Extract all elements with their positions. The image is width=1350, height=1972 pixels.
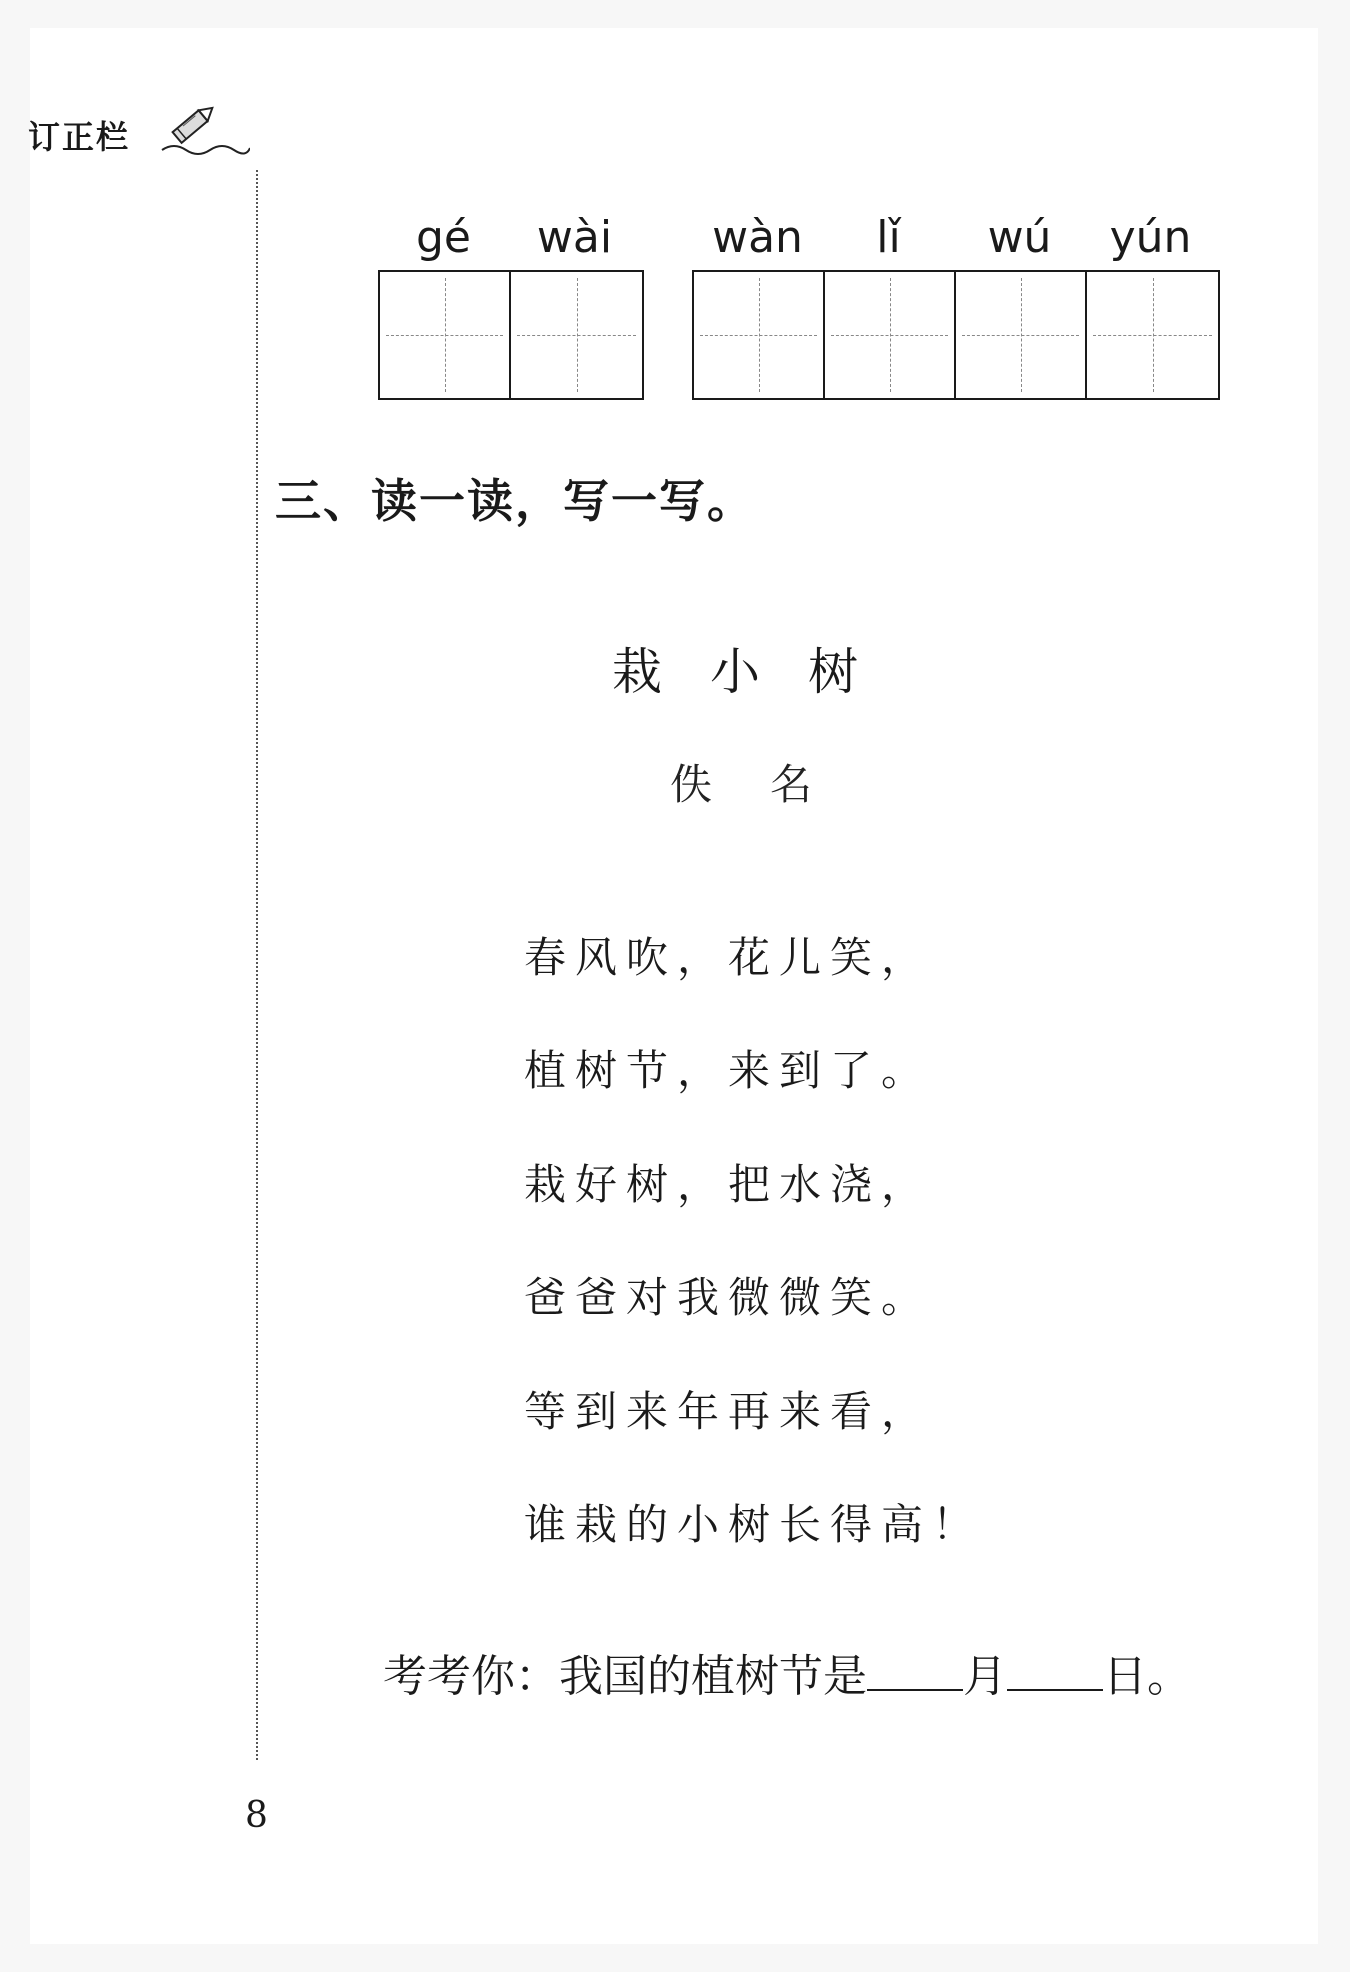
month-blank[interactable] [867, 1653, 963, 1691]
section-three-heading: 三、读一读，写一写。 [275, 474, 755, 528]
pinyin-yun: yún [1109, 212, 1192, 263]
writing-cell-wai[interactable] [511, 272, 642, 398]
poem-line-5: 等到来年再来看， [524, 1387, 933, 1436]
month-label: 月 [963, 1651, 1007, 1702]
writing-box-group-1 [378, 270, 644, 400]
poem-line-2: 植树节，来到了。 [524, 1046, 933, 1095]
poem-title: 栽小树 [612, 643, 906, 701]
writing-cell-ge[interactable] [380, 272, 511, 398]
margin-dotted-line [256, 170, 258, 1760]
pinyin-li: lǐ [876, 212, 901, 263]
pinyin-ge: gé [416, 212, 471, 263]
poem-line-1: 春风吹，花儿笑， [524, 933, 933, 982]
correction-column-label: 订正栏 [28, 118, 131, 156]
day-blank[interactable] [1007, 1653, 1103, 1691]
poem-line-4: 爸爸对我微微笑。 [524, 1273, 933, 1322]
writing-cell-li[interactable] [825, 272, 956, 398]
poem-line-6: 谁栽的小树长得高！ [524, 1500, 984, 1549]
poem-line-3: 栽好树，把水浇， [524, 1160, 933, 1209]
writing-cell-wan[interactable] [694, 272, 825, 398]
writing-cell-yun[interactable] [1087, 272, 1218, 398]
quiz-question [383, 1640, 1191, 1704]
poem-author: 佚名 [670, 760, 871, 809]
writing-cell-wu[interactable] [956, 272, 1087, 398]
writing-box-group-2 [692, 270, 1220, 400]
pinyin-wu: wú [987, 212, 1052, 263]
quiz-prefix: 考考你：我国的植树节是 [383, 1651, 867, 1702]
day-label: 日。 [1103, 1651, 1191, 1702]
pinyin-wai: wài [536, 212, 613, 263]
pencil-icon [160, 98, 250, 158]
page-number: 8 [245, 1795, 268, 1836]
pinyin-wan: wàn [712, 212, 803, 263]
